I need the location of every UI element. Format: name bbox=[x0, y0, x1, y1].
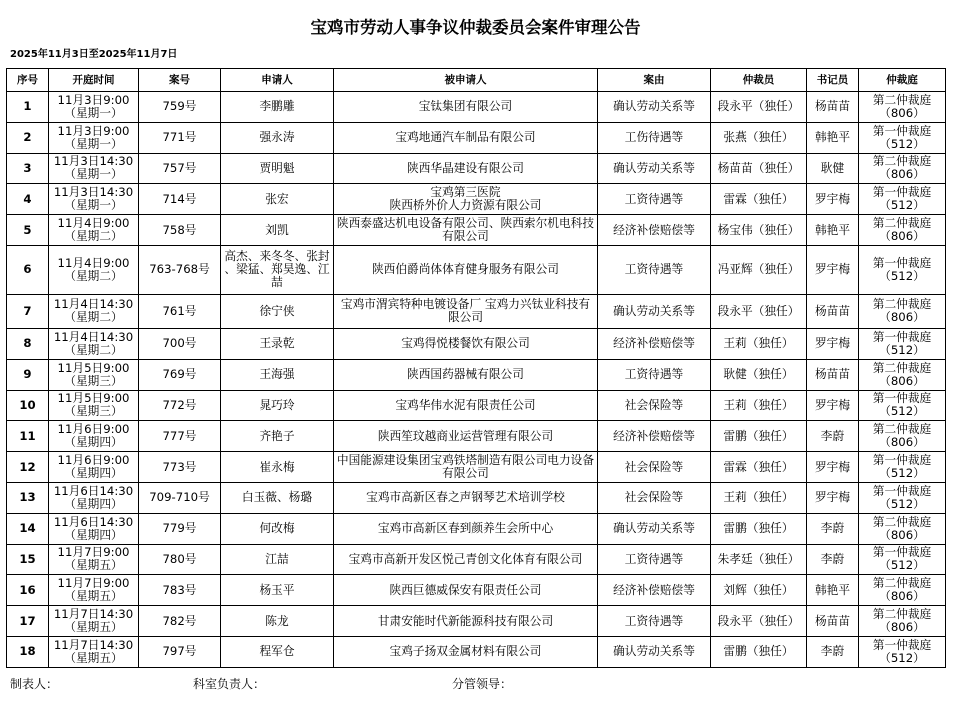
cell-case-number: 780号 bbox=[139, 544, 221, 575]
cell-clerk: 罗宇梅 bbox=[807, 482, 859, 513]
cell-case-number: 758号 bbox=[139, 215, 221, 246]
cell-arbitrator: 王莉（独任） bbox=[711, 390, 807, 421]
cell-tribunal bbox=[859, 328, 946, 359]
cell-clerk: 李蔚 bbox=[807, 544, 859, 575]
tribunal-room: （806） bbox=[879, 167, 925, 182]
cell-cause: 社会保险等 bbox=[598, 452, 711, 483]
tribunal-room: （512） bbox=[879, 342, 925, 357]
hearing-weekday: （星期四） bbox=[64, 496, 123, 511]
tribunal-name: 第二仲裁庭 bbox=[872, 92, 932, 107]
cell-applicant: 晁巧玲 bbox=[221, 390, 334, 421]
cell-tribunal bbox=[859, 359, 946, 390]
cell-serial-number: 4 bbox=[7, 184, 49, 215]
cell-hearing-time bbox=[49, 328, 139, 359]
tribunal-name: 第一仲裁庭 bbox=[872, 255, 932, 270]
hearing-date-time: 11月4日14:30 bbox=[53, 297, 134, 312]
cell-hearing-time bbox=[49, 92, 139, 123]
cell-cause: 社会保险等 bbox=[598, 482, 711, 513]
tribunal-name: 第一仲裁庭 bbox=[872, 185, 932, 200]
table-row bbox=[7, 215, 946, 246]
hearing-date-time: 11月7日14:30 bbox=[53, 607, 134, 622]
cell-clerk: 杨苗苗 bbox=[807, 294, 859, 328]
cell-cause: 经济补偿赔偿等 bbox=[598, 328, 711, 359]
cell-arbitrator: 张燕（独任） bbox=[711, 122, 807, 153]
cell-tribunal bbox=[859, 452, 946, 483]
cell-cause: 工资待遇等 bbox=[598, 544, 711, 575]
table-row bbox=[7, 184, 946, 215]
cell-case-number: 783号 bbox=[139, 575, 221, 606]
cell-serial-number: 9 bbox=[7, 359, 49, 390]
cell-arbitrator: 雷霖（独任） bbox=[711, 452, 807, 483]
table-row bbox=[7, 513, 946, 544]
cell-cause: 社会保险等 bbox=[598, 390, 711, 421]
tribunal-room: （806） bbox=[879, 589, 925, 604]
cell-hearing-time bbox=[49, 421, 139, 452]
cell-clerk: 罗宇梅 bbox=[807, 452, 859, 483]
hearing-date-time: 11月6日14:30 bbox=[53, 514, 134, 529]
cell-case-number: 772号 bbox=[139, 390, 221, 421]
cell-serial-number: 11 bbox=[7, 421, 49, 452]
cell-hearing-time bbox=[49, 544, 139, 575]
cell-hearing-time bbox=[49, 390, 139, 421]
table-row bbox=[7, 294, 946, 328]
cell-arbitrator: 朱孝廷（独任） bbox=[711, 544, 807, 575]
cell-clerk: 韩艳平 bbox=[807, 122, 859, 153]
cell-serial-number: 10 bbox=[7, 390, 49, 421]
cell-tribunal bbox=[859, 294, 946, 328]
cell-hearing-time bbox=[49, 575, 139, 606]
cell-arbitrator: 雷霖（独任） bbox=[711, 184, 807, 215]
cell-serial-number: 14 bbox=[7, 513, 49, 544]
cell-tribunal bbox=[859, 92, 946, 123]
cell-clerk: 韩艳平 bbox=[807, 215, 859, 246]
column-header-applicant: 申请人 bbox=[221, 69, 334, 92]
cell-case-number: 709-710号 bbox=[139, 482, 221, 513]
cell-case-number: 761号 bbox=[139, 294, 221, 328]
cell-hearing-time bbox=[49, 636, 139, 667]
tribunal-name: 第一仲裁庭 bbox=[872, 391, 932, 406]
table-row bbox=[7, 606, 946, 637]
table-row bbox=[7, 92, 946, 123]
cell-arbitrator: 王莉（独任） bbox=[711, 328, 807, 359]
case-hearing-table bbox=[6, 68, 946, 668]
cell-applicant: 王录乾 bbox=[221, 328, 334, 359]
column-header-respondent: 被申请人 bbox=[334, 69, 598, 92]
column-header-tribunal: 仲裁庭 bbox=[859, 69, 946, 92]
table-row bbox=[7, 359, 946, 390]
cell-tribunal bbox=[859, 245, 946, 294]
cell-tribunal bbox=[859, 636, 946, 667]
cell-arbitrator: 段永平（独任） bbox=[711, 294, 807, 328]
cell-case-number: 782号 bbox=[139, 606, 221, 637]
tribunal-room: （806） bbox=[879, 527, 925, 542]
cell-respondent: 宝鸡得悦楼餐饮有限公司 bbox=[334, 328, 598, 359]
hearing-date-time: 11月5日9:00 bbox=[57, 360, 130, 375]
hearing-weekday: （星期二） bbox=[64, 310, 123, 325]
cell-case-number: 714号 bbox=[139, 184, 221, 215]
table-row bbox=[7, 636, 946, 667]
page-title: 宝鸡市劳动人事争议仲裁委员会案件审理公告 bbox=[310, 18, 641, 37]
footer-tabulator: 制表人： bbox=[10, 677, 59, 691]
cell-clerk: 罗宇梅 bbox=[807, 184, 859, 215]
tribunal-name: 第一仲裁庭 bbox=[872, 545, 932, 560]
cell-arbitrator: 雷鹏（独任） bbox=[711, 513, 807, 544]
tribunal-name: 第二仲裁庭 bbox=[872, 422, 932, 437]
cell-respondent: 宝鸡市高新开发区悦己青创文化体育有限公司 bbox=[334, 544, 598, 575]
cell-serial-number: 16 bbox=[7, 575, 49, 606]
cell-hearing-time bbox=[49, 606, 139, 637]
cell-clerk: 耿健 bbox=[807, 153, 859, 184]
cell-applicant: 强永涛 bbox=[221, 122, 334, 153]
tribunal-name: 第一仲裁庭 bbox=[872, 123, 932, 138]
cell-applicant: 崔永梅 bbox=[221, 452, 334, 483]
cell-hearing-time bbox=[49, 184, 139, 215]
cell-applicant: 程军仓 bbox=[221, 636, 334, 667]
table-row bbox=[7, 575, 946, 606]
cell-cause: 经济补偿赔偿等 bbox=[598, 421, 711, 452]
cell-arbitrator: 段永平（独任） bbox=[711, 92, 807, 123]
cell-case-number: 779号 bbox=[139, 513, 221, 544]
hearing-date-time: 11月3日14:30 bbox=[53, 185, 134, 200]
cell-hearing-time bbox=[49, 513, 139, 544]
cell-cause: 确认劳动关系等 bbox=[598, 153, 711, 184]
hearing-weekday: （星期四） bbox=[64, 466, 123, 481]
hearing-weekday: （星期二） bbox=[64, 229, 123, 244]
hearing-date-time: 11月7日14:30 bbox=[53, 637, 134, 652]
tribunal-room: （806） bbox=[879, 373, 925, 388]
cell-case-number: 759号 bbox=[139, 92, 221, 123]
hearing-date-time: 11月4日9:00 bbox=[57, 216, 130, 231]
tribunal-name: 第二仲裁庭 bbox=[872, 154, 932, 169]
column-header-arbitrator: 仲裁员 bbox=[711, 69, 807, 92]
cell-clerk: 李蔚 bbox=[807, 513, 859, 544]
cell-hearing-time bbox=[49, 359, 139, 390]
tribunal-name: 第一仲裁庭 bbox=[872, 483, 932, 498]
cell-respondent: 陕西伯爵尚体体育健身服务有限公司 bbox=[334, 245, 598, 294]
hearing-date-time: 11月6日9:00 bbox=[57, 422, 130, 437]
cell-serial-number: 12 bbox=[7, 452, 49, 483]
tribunal-room: （806） bbox=[879, 105, 925, 120]
cell-cause: 确认劳动关系等 bbox=[598, 636, 711, 667]
cell-tribunal bbox=[859, 122, 946, 153]
tribunal-room: （512） bbox=[879, 404, 925, 419]
cell-arbitrator: 杨宝伟（独任） bbox=[711, 215, 807, 246]
cell-hearing-time bbox=[49, 452, 139, 483]
cell-respondent: 陕西泰盛达机电设备有限公司、陕西索尔机电科技有限公司 bbox=[334, 215, 598, 246]
cell-case-number: 797号 bbox=[139, 636, 221, 667]
table-row bbox=[7, 452, 946, 483]
cell-tribunal bbox=[859, 482, 946, 513]
cell-respondent: 宝鸡子扬双金属材料有限公司 bbox=[334, 636, 598, 667]
cell-tribunal bbox=[859, 544, 946, 575]
cell-applicant: 陈龙 bbox=[221, 606, 334, 637]
tribunal-name: 第一仲裁庭 bbox=[872, 637, 932, 652]
tribunal-name: 第二仲裁庭 bbox=[872, 297, 932, 312]
cell-arbitrator: 雷鹏（独任） bbox=[711, 636, 807, 667]
cell-cause: 确认劳动关系等 bbox=[598, 294, 711, 328]
tribunal-room: （806） bbox=[879, 310, 925, 325]
table-body bbox=[7, 92, 946, 668]
column-header-serial-number: 序号 bbox=[7, 69, 49, 92]
cell-respondent: 陕西笙玟越商业运营管理有限公司 bbox=[334, 421, 598, 452]
cell-clerk: 李蔚 bbox=[807, 636, 859, 667]
cell-cause: 确认劳动关系等 bbox=[598, 513, 711, 544]
cell-respondent: 陕西巨德威保安有限责任公司 bbox=[334, 575, 598, 606]
hearing-weekday: （星期四） bbox=[64, 527, 123, 542]
cell-serial-number: 17 bbox=[7, 606, 49, 637]
cell-clerk: 李蔚 bbox=[807, 421, 859, 452]
cell-serial-number: 3 bbox=[7, 153, 49, 184]
table-row bbox=[7, 328, 946, 359]
hearing-weekday: （星期三） bbox=[64, 373, 123, 388]
cell-tribunal bbox=[859, 606, 946, 637]
table-row bbox=[7, 421, 946, 452]
cell-clerk: 杨苗苗 bbox=[807, 92, 859, 123]
hearing-date-time: 11月3日14:30 bbox=[53, 154, 134, 169]
cell-respondent: 宝鸡市高新区春到颜养生会所中心 bbox=[334, 513, 598, 544]
column-header-clerk: 书记员 bbox=[807, 69, 859, 92]
table-row bbox=[7, 390, 946, 421]
cell-respondent: 陕西华晶建设有限公司 bbox=[334, 153, 598, 184]
tribunal-name: 第二仲裁庭 bbox=[872, 576, 932, 591]
cell-clerk: 罗宇梅 bbox=[807, 245, 859, 294]
cell-arbitrator: 耿健（独任） bbox=[711, 359, 807, 390]
cell-applicant: 高杰、来冬冬、张封、梁猛、郑昊逸、江喆 bbox=[221, 245, 334, 294]
tribunal-room: （512） bbox=[879, 466, 925, 481]
cell-respondent: 宝鸡地通汽车制品有限公司 bbox=[334, 122, 598, 153]
hearing-weekday: （星期二） bbox=[64, 268, 123, 283]
cell-arbitrator: 刘辉（独任） bbox=[711, 575, 807, 606]
cell-serial-number: 7 bbox=[7, 294, 49, 328]
hearing-date-time: 11月6日14:30 bbox=[53, 483, 134, 498]
cell-respondent: 宝鸡市渭宾特种电镀设备厂 宝鸡力兴钛业科技有限公司 bbox=[334, 294, 598, 328]
cell-case-number: 769号 bbox=[139, 359, 221, 390]
cell-clerk: 罗宇梅 bbox=[807, 390, 859, 421]
cell-arbitrator: 王莉（独任） bbox=[711, 482, 807, 513]
hearing-date-time: 11月6日9:00 bbox=[57, 453, 130, 468]
cell-serial-number: 18 bbox=[7, 636, 49, 667]
table-row bbox=[7, 482, 946, 513]
hearing-date-range: 2025年11月3日至2025年11月7日 bbox=[10, 49, 178, 60]
table-row bbox=[7, 544, 946, 575]
cell-tribunal bbox=[859, 575, 946, 606]
cell-clerk: 杨苗苗 bbox=[807, 606, 859, 637]
hearing-weekday: （星期一） bbox=[64, 198, 123, 213]
cell-hearing-time bbox=[49, 122, 139, 153]
column-header-cause: 案由 bbox=[598, 69, 711, 92]
cell-serial-number: 5 bbox=[7, 215, 49, 246]
footer-section-head: 科室负责人： bbox=[193, 677, 266, 691]
cell-case-number: 771号 bbox=[139, 122, 221, 153]
cell-cause: 工资待遇等 bbox=[598, 245, 711, 294]
cell-serial-number: 8 bbox=[7, 328, 49, 359]
tribunal-room: （512） bbox=[879, 496, 925, 511]
cell-cause: 工资待遇等 bbox=[598, 606, 711, 637]
footer-leader: 分管领导： bbox=[452, 677, 513, 691]
cell-arbitrator: 段永平（独任） bbox=[711, 606, 807, 637]
cell-cause: 工伤待遇等 bbox=[598, 122, 711, 153]
cell-applicant: 刘凯 bbox=[221, 215, 334, 246]
cell-respondent: 宝鸡市高新区春之声钢琴艺术培训学校 bbox=[334, 482, 598, 513]
cell-serial-number: 15 bbox=[7, 544, 49, 575]
cell-case-number: 773号 bbox=[139, 452, 221, 483]
tribunal-room: （512） bbox=[879, 268, 925, 283]
table-row bbox=[7, 245, 946, 294]
cell-case-number: 757号 bbox=[139, 153, 221, 184]
cell-respondent: 宝鸡第三医院 陕西桥外价人力资源有限公司 bbox=[334, 184, 598, 215]
hearing-date-time: 11月3日9:00 bbox=[57, 123, 130, 138]
cell-hearing-time bbox=[49, 245, 139, 294]
hearing-weekday: （星期三） bbox=[64, 404, 123, 419]
hearing-date-time: 11月3日9:00 bbox=[57, 92, 130, 107]
hearing-date-time: 11月4日14:30 bbox=[53, 329, 134, 344]
cell-cause: 工资待遇等 bbox=[598, 184, 711, 215]
cell-arbitrator: 冯亚辉（独任） bbox=[711, 245, 807, 294]
tribunal-name: 第一仲裁庭 bbox=[872, 329, 932, 344]
cell-serial-number: 6 bbox=[7, 245, 49, 294]
cell-clerk: 韩艳平 bbox=[807, 575, 859, 606]
cell-hearing-time bbox=[49, 153, 139, 184]
hearing-weekday: （星期一） bbox=[64, 167, 123, 182]
cell-cause: 工资待遇等 bbox=[598, 359, 711, 390]
table-row bbox=[7, 153, 946, 184]
cell-cause: 经济补偿赔偿等 bbox=[598, 575, 711, 606]
cell-applicant: 江喆 bbox=[221, 544, 334, 575]
cell-applicant: 白玉薇、杨璐 bbox=[221, 482, 334, 513]
cell-serial-number: 1 bbox=[7, 92, 49, 123]
cell-clerk: 杨苗苗 bbox=[807, 359, 859, 390]
cell-arbitrator: 雷鹏（独任） bbox=[711, 421, 807, 452]
cell-hearing-time bbox=[49, 482, 139, 513]
tribunal-room: （512） bbox=[879, 198, 925, 213]
cell-applicant: 徐宁侠 bbox=[221, 294, 334, 328]
hearing-weekday: （星期五） bbox=[64, 650, 123, 665]
cell-cause: 确认劳动关系等 bbox=[598, 92, 711, 123]
cell-serial-number: 2 bbox=[7, 122, 49, 153]
hearing-date-time: 11月4日9:00 bbox=[57, 255, 130, 270]
cell-tribunal bbox=[859, 184, 946, 215]
cell-respondent: 甘肃安能时代新能源科技有限公司 bbox=[334, 606, 598, 637]
cell-cause: 经济补偿赔偿等 bbox=[598, 215, 711, 246]
cell-applicant: 齐艳子 bbox=[221, 421, 334, 452]
cell-tribunal bbox=[859, 153, 946, 184]
hearing-weekday: （星期一） bbox=[64, 136, 123, 151]
cell-respondent: 宝鸡华伟水泥有限责任公司 bbox=[334, 390, 598, 421]
hearing-date-time: 11月7日9:00 bbox=[57, 545, 130, 560]
cell-tribunal bbox=[859, 390, 946, 421]
hearing-weekday: （星期五） bbox=[64, 558, 123, 573]
cell-applicant: 王海强 bbox=[221, 359, 334, 390]
hearing-date-time: 11月5日9:00 bbox=[57, 391, 130, 406]
cell-hearing-time bbox=[49, 294, 139, 328]
tribunal-room: （806） bbox=[879, 435, 925, 450]
tribunal-room: （512） bbox=[879, 136, 925, 151]
cell-case-number: 763-768号 bbox=[139, 245, 221, 294]
tribunal-name: 第二仲裁庭 bbox=[872, 360, 932, 375]
column-header-hearing-time: 开庭时间 bbox=[49, 69, 139, 92]
table-row bbox=[7, 122, 946, 153]
cell-respondent: 宝钛集团有限公司 bbox=[334, 92, 598, 123]
tribunal-room: （512） bbox=[879, 650, 925, 665]
cell-applicant: 贾明魁 bbox=[221, 153, 334, 184]
hearing-weekday: （星期五） bbox=[64, 620, 123, 635]
cell-arbitrator: 杨苗苗（独任） bbox=[711, 153, 807, 184]
tribunal-room: （806） bbox=[879, 229, 925, 244]
hearing-weekday: （星期二） bbox=[64, 342, 123, 357]
cell-tribunal bbox=[859, 513, 946, 544]
cell-respondent: 中国能源建设集团宝鸡铁塔制造有限公司电力设备有限公司 bbox=[334, 452, 598, 483]
cell-applicant: 何改梅 bbox=[221, 513, 334, 544]
cell-tribunal bbox=[859, 215, 946, 246]
tribunal-name: 第二仲裁庭 bbox=[872, 216, 932, 231]
column-header-case-number: 案号 bbox=[139, 69, 221, 92]
tribunal-room: （512） bbox=[879, 558, 925, 573]
cell-case-number: 700号 bbox=[139, 328, 221, 359]
hearing-date-time: 11月7日9:00 bbox=[57, 576, 130, 591]
cell-applicant: 张宏 bbox=[221, 184, 334, 215]
tribunal-name: 第二仲裁庭 bbox=[872, 514, 932, 529]
table-header-row bbox=[7, 69, 946, 92]
cell-tribunal bbox=[859, 421, 946, 452]
cell-applicant: 李鹏雕 bbox=[221, 92, 334, 123]
hearing-weekday: （星期一） bbox=[64, 105, 123, 120]
hearing-weekday: （星期五） bbox=[64, 589, 123, 604]
cell-serial-number: 13 bbox=[7, 482, 49, 513]
tribunal-room: （806） bbox=[879, 620, 925, 635]
cell-case-number: 777号 bbox=[139, 421, 221, 452]
tribunal-name: 第二仲裁庭 bbox=[872, 607, 932, 622]
cell-clerk: 罗宇梅 bbox=[807, 328, 859, 359]
hearing-weekday: （星期四） bbox=[64, 435, 123, 450]
tribunal-name: 第一仲裁庭 bbox=[872, 453, 932, 468]
cell-applicant: 杨玉平 bbox=[221, 575, 334, 606]
cell-respondent: 陕西国药器械有限公司 bbox=[334, 359, 598, 390]
cell-hearing-time bbox=[49, 215, 139, 246]
